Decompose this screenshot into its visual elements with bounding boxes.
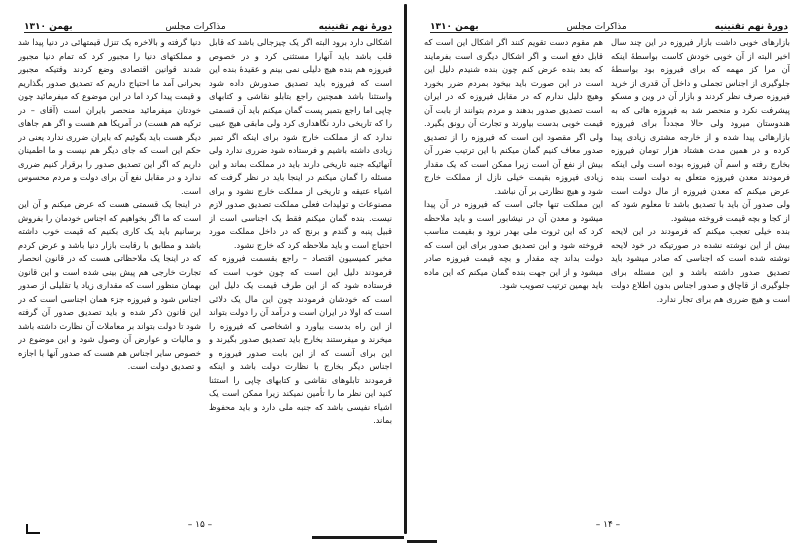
page-number: – ۱۵ –: [187, 520, 213, 530]
right-page: [408, 0, 800, 549]
session-label: دورهٔ نهم تقنینیه: [318, 22, 392, 32]
page-number: – ۱۴ –: [595, 520, 621, 530]
column-left: [18, 36, 201, 502]
bottom-edge-rule: [312, 536, 404, 539]
date-label: بهمن ۱۳۱۰: [430, 22, 479, 32]
right-page-columns: [424, 36, 790, 502]
paragraph: مخبر کمیسیون اقتصاد – راجع بقسمت فیروزه که فرمودند دلیل این است که چون خوب است که فرستاده شود که از این طرف قیمت یک دلیل این است که خودشان فرمودند چون این مال یک دلائی است که اولا در ایران است و درآمد آن را دولت بتواند از این راه بدست بیاورد و اشخاصی که فیروزه را میخرند و میفرستند بخارج باید تصدیق صدور بگیرند و این برای آنست که از این بابت صدور فیروزه و اجناس دیگر بخارج با نظارت دولت باشد و اینکه فرمودند تابلوهای نقاشی و کتابهای چاپی را استثنا کنید این نظر ما را تأمین نمیکند زیرا ممکن است یک اشیاء نفیسی باشد که جنبه ملی دارد و باید محفوظ بماند.: [209, 253, 392, 425]
column-right: [611, 36, 790, 502]
paragraph: دنیا گرفته و بالاخره یک تنزل قیمتهائی در دنیا پیدا شد و مملکتهای دنیا را مجبور کرد که تمام دنیا مجبور شدند قوانین اقتصادی وضع کردند وقتیکه مجبور بحرانی آمد ما احتیاج داریم که تصدیق صدور بگذاریم و قیمت پیدا کرد اما در این موضوع که میفرمائید چون خودتان میفرمائید منحصر بایران است (آقای – در ترکیه هم هست) در آمریکا هم هست و اگر هم جاهای دیگر هست باید بگوئیم که بایران ضرری ندارد یعنی در حکم این است که جای دیگر هم نیست و ما اطمینان داریم که اگر این تصدیق صدور را برقرار کنیم ضرری ندارد و در مقابل نفع آن برای دولت و مردم محسوس است.: [18, 37, 201, 196]
paragraph: هم مقوم دست تقویم کنند اگر اشکال این است که قابل دفع است و اگر اشکال دیگری است بفرمایند که بعد بنده عرض کنم چون بنده شنیدم دلیل این است در این صورت باید بیخود بمردم ضرر بخورد وهیچ دلیل ندارم که در مقابل فیروزه که در ایران است تصدیق صدور بدهند و مردم بتوانند از بابت آن قیمت خوبی بدست بیاورند و تجارت آن رونق بگیرد. ولی اگر مقصود این است که فیروزه را از تصدیق صدور معاف کنیم گمان میکنم با این ترتیب ضرر آن بیش از نفع آن است زیرا ممکن است که یک مقدار زیادی فیروزه بقیمت خیلی نازل از مملکت خارج شود و هیچ نظارتی بر آن نباشد.: [424, 37, 603, 196]
paragraph: بنده خیلی تعجب میکنم که فرمودند در این لایحه بیش از این نوشته نشده در صورتیکه در خود لایحه نوشته شده است که اجناسی که صادر میشود باید تصدیق صدور داشته باشد و این مسئله برای جلوگیری از قاچاق و صدور اجناس بدون اطلاع دولت است و هیچ ضرری هم برای تجار ندارد.: [611, 226, 790, 304]
right-page-header: [430, 18, 788, 33]
running-title: مذاکرات مجلس: [165, 22, 226, 32]
left-page-columns: [18, 36, 392, 502]
running-title: مذاکرات مجلس: [566, 22, 627, 32]
paragraph: بازارهای خوبی داشت بازار فیروزه در این چند سال اخیر البته از آن خوبی خودش کاست بواسطهٔ اینکه آن مرا کز مهمه که برای فیروزه بود بواسطهٔ جلوگیری از اجناس تجملی و داخل آن قدری از خرید فیروزه صرف نظر کردند و بازار آن در وین و مسکو پیشرفت نکرد و منحصر شد به فیروزه هائی که به هندوستان میرود ولی حالا مجدداً برای فیروزه بازارهائی پیدا شده و از خارجه مشتری زیادی پیدا کرده و در همین مدت هشتاد هزار تومان فیروزه بخارج رفته و اسم آن فیروزه بوده است ولی اینکه فرمودند معدن فیروزه متعلق به دولت است بنده عرض میکنم که معدن فیروزه از مال دولت است ولی صدور آن باید با تصدیق باشد تا معلوم شود که از کجا و بچه قیمت فروخته میشود.: [611, 37, 790, 223]
paragraph: در اینجا یک قسمتی هست که عرض میکنم و آن این است که ما اگر بخواهیم که اجناس خودمان را بفروش برسانیم باید یک کاری بکنیم که قیمت خوب داشته باشد و مطابق با رقابت بازار دنیا باشد و عرض کردم که در اینجا یک ملاحظاتی هست که در قانون انحصار تجارت خارجی هم پیش بینی شده است و این قانون بهمان منظور است که مقداری زیاد یا تقلیلی از صدور اجناس شود و فیروزه جزء همان اجناسی است که در این قانون ذکر شده و باید تصدیق صدور آن گرفته شود تا دولت بتواند بر معاملات آن نظارت داشته باشد و مالیات و عوارض آن وصول شود و این موضوع در خصوص سایر اجناس هم هست که صدور آنها با اجازه و تصدیق دولت است.: [18, 199, 201, 371]
paragraph: اشکالی دارد برود البته اگر یک چیزجالی باشد که قابل قلب باشد باید آنهارا مستثنی کرد و در خصوص فیروزه هم بنده هیچ دلیلی نمی بینم و عقیدهٔ بنده این است که فیروزه باید تصدیق صدورش داده شود واستثنا باشد همچنین راجع بتابلو نقاشی و کتابهای چاپی اما راجع بتمبر پست گمان میکنم باید آن قسمتی را که تاریخی دارد نگاهداری کرد ولی مابقی هیچ عیبی ندارد که از مملکت خارج شود برای اینکه اگر تمبر زیادی داشته باشیم و فرستاده شود ضرری ندارد ولی آنهائیکه جنبه تاریخی دارند باید در مملکت بماند و این مسئله را گمان میکنم در اینجا باید در نظر گرفت که اشیاء عتیقه و تاریخی از مملکت خارج نشود و برای مصنوعات و تولیدات فعلی مملکت تصدیق صدور لازم نیست. بنده گمان میکنم فقط یک اجناسی است از قبیل پنبه و گندم و برنج که در داخل مملکت مورد احتیاج است و باید ملاحظه کرد که خارج نشود.: [209, 37, 392, 250]
session-label: دورهٔ نهم تقنینیه: [714, 22, 788, 32]
paragraph: این مملکت تنها جائی است که فیروزه در آن پیدا میشود و معدن آن در نیشابور است و باید ملاحظه کرد که این ثروت ملی بهدر نرود و بقیمت مناسب فروخته شود و این تصدیق صدور برای این است که دولت بداند چه مقدار و بچه قیمت فیروزه صادر میشود و از این جهت بنده گمان میکنم که این ماده باید بهمین ترتیب تصویب شود.: [424, 199, 603, 290]
binding-gutter: [404, 4, 407, 534]
left-page-header: [24, 18, 392, 33]
date-label: بهمن ۱۳۱۰: [24, 22, 73, 32]
column-left: [424, 36, 603, 502]
corner-mark: [26, 524, 40, 534]
column-right: [209, 36, 392, 502]
